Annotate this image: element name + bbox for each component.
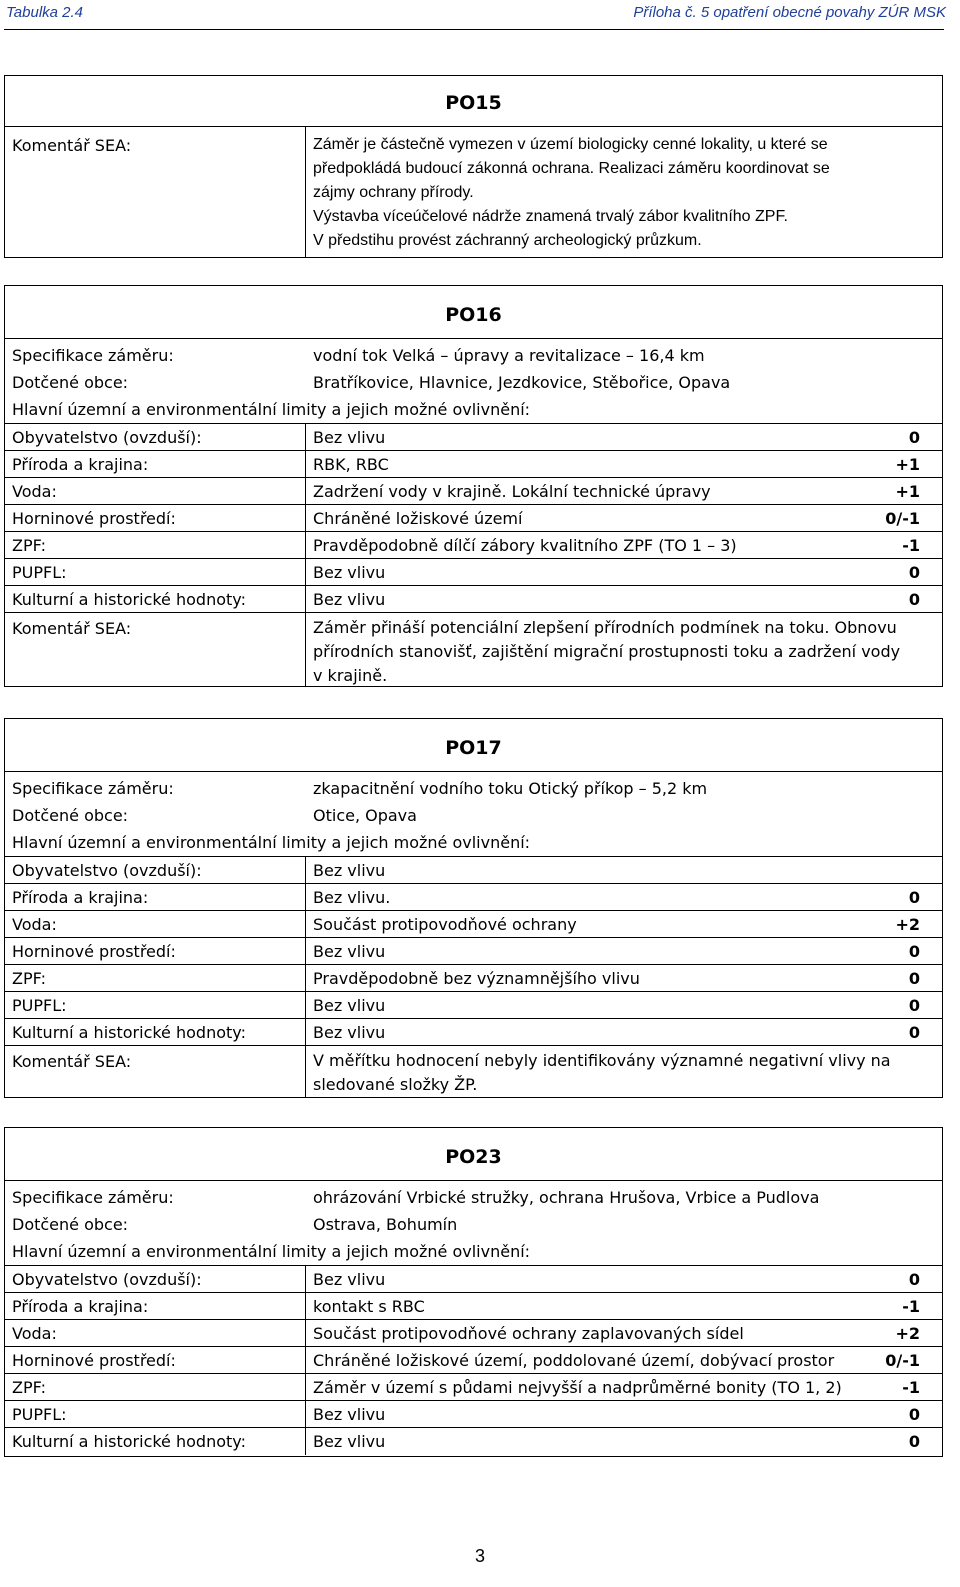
po23-spec-value: ohrázování Vrbické stružky, ochrana Hrušova, Vrbice a Pudlova <box>313 1188 820 1207</box>
po17-row <box>5 883 942 911</box>
po23-row-divider <box>305 1428 306 1455</box>
po23-row-value: Bez vlivu <box>313 1270 386 1289</box>
po17-row <box>5 856 942 884</box>
po17-row-score: 0 <box>908 969 920 988</box>
po17-row-label: Horninové prostředí: <box>12 942 176 961</box>
po17-row-label: PUPFL: <box>12 996 67 1015</box>
po23-spec-row <box>5 1184 942 1211</box>
po16-comment-label: Komentář SEA: <box>12 619 132 638</box>
po16-row-score: 0 <box>908 590 920 609</box>
po16-comment-line: v krajině. <box>313 666 388 685</box>
po17-row-value: Bez vlivu <box>313 996 386 1015</box>
po23-row-label: Kulturní a historické hodnoty: <box>12 1432 246 1451</box>
po23-obce-label: Dotčené obce: <box>12 1215 129 1234</box>
po16-row <box>5 477 942 505</box>
po23-row-label: Horninové prostředí: <box>12 1351 176 1370</box>
po23-row-score: 0 <box>908 1270 920 1289</box>
po23-row <box>5 1427 942 1455</box>
po17-row-value: Bez vlivu <box>313 1023 386 1042</box>
po23-row-label: ZPF: <box>12 1378 46 1397</box>
po23-row-label: Obyvatelstvo (ovzduší): <box>12 1270 202 1289</box>
po23-row-value: Bez vlivu <box>313 1405 386 1424</box>
po16-row-divider <box>305 559 306 586</box>
po23-row-score: 0/-1 <box>885 1351 920 1370</box>
po17-comment-label: Komentář SEA: <box>12 1052 132 1071</box>
po23-obce-value: Ostrava, Bohumín <box>313 1215 458 1234</box>
po23-row <box>5 1265 942 1293</box>
po16-row <box>5 558 942 586</box>
po16-row-divider <box>305 478 306 505</box>
po16-row <box>5 504 942 532</box>
po17-comment-line: sledované složky ŽP. <box>313 1075 478 1094</box>
po23-row-divider <box>305 1374 306 1401</box>
po16-row-divider <box>305 586 306 613</box>
po23-title-rule <box>5 1180 942 1181</box>
po16-comment-line: přírodních stanovišť, zajištění migrační prostupnosti toku a zadržení vody <box>313 642 901 661</box>
po17-row-label: ZPF: <box>12 969 46 988</box>
po16-row-score: 0 <box>908 428 920 447</box>
po23-row-value: Záměr v území s půdami nejvyšší a nadprůměrné bonity (TO 1, 2) <box>313 1378 842 1397</box>
po16-row-label: Voda: <box>12 482 57 501</box>
po23-limits-label: Hlavní územní a environmentální limity a jejich možné ovlivnění: <box>12 1242 531 1261</box>
po15-comment <box>313 133 912 253</box>
po17-row-label: Obyvatelstvo (ovzduší): <box>12 861 202 880</box>
po17-row <box>5 964 942 992</box>
po15-comment-line: Výstavba víceúčelové nádrže znamená trvalý zábor kvalitního ZPF. <box>313 208 788 225</box>
po16-comment-divider <box>305 612 306 686</box>
po17-comment-rule <box>5 1045 942 1046</box>
po16-row-label: Obyvatelstvo (ovzduší): <box>12 428 202 447</box>
po16-comment <box>313 616 902 688</box>
po16-row-value: Zadržení vody v krajině. Lokální technické úpravy <box>313 482 711 501</box>
po16-row-score: 0/-1 <box>885 509 920 528</box>
po16-row-divider <box>305 532 306 559</box>
po17-row <box>5 910 942 938</box>
po16-row-label: PUPFL: <box>12 563 67 582</box>
po23-row-score: 0 <box>908 1432 920 1451</box>
po17-spec-value: zkapacitnění vodního toku Otický příkop – 5,2 km <box>313 779 708 798</box>
po17-row-value: Pravděpodobně bez významnějšího vlivu <box>313 969 640 988</box>
po17-row-score: 0 <box>908 1023 920 1042</box>
po17-row-value: Bez vlivu <box>313 861 386 880</box>
po23-row-score: -1 <box>902 1378 920 1397</box>
po17-row <box>5 937 942 965</box>
po16-limits-row <box>5 396 942 423</box>
po15-title: PO15 <box>445 92 502 114</box>
po23-row-divider <box>305 1266 306 1293</box>
po16-row-value: Bez vlivu <box>313 428 386 447</box>
po17-row-value: Bez vlivu. <box>313 888 391 907</box>
po16-row-score: 0 <box>908 563 920 582</box>
po16-row <box>5 531 942 559</box>
po15-comment-line: V předstihu provést záchranný archeologický průzkum. <box>313 232 702 249</box>
po16-obce-value: Bratříkovice, Hlavnice, Jezdkovice, Stěbořice, Opava <box>313 373 731 392</box>
po17-row-label: Příroda a krajina: <box>12 888 149 907</box>
page-number: 3 <box>474 1546 485 1566</box>
po23-row-divider <box>305 1293 306 1320</box>
po15-column-divider <box>305 126 306 257</box>
po15-comment-line: Záměr je částečně vymezen v území biologicky cenné lokality, u které se <box>313 136 828 153</box>
po16-row-label: ZPF: <box>12 536 46 555</box>
po16-row-label: Kulturní a historické hodnoty: <box>12 590 246 609</box>
po16-row-score: +1 <box>895 482 920 501</box>
po17-row-score: +2 <box>895 915 920 934</box>
po17-row-divider <box>305 1019 306 1046</box>
po17-row <box>5 991 942 1019</box>
po23-row-divider <box>305 1320 306 1347</box>
po17-row-score: 0 <box>908 888 920 907</box>
po16-title: PO16 <box>445 304 502 326</box>
po23-row-divider <box>305 1401 306 1428</box>
po16-row-label: Příroda a krajina: <box>12 455 149 474</box>
po16-obce-label: Dotčené obce: <box>12 373 129 392</box>
po17-row-score: 0 <box>908 942 920 961</box>
po17-comment <box>313 1049 902 1097</box>
po23-row-label: Příroda a krajina: <box>12 1297 149 1316</box>
po23-row <box>5 1319 942 1347</box>
po17-obce-value: Otice, Opava <box>313 806 417 825</box>
po16-spec-label: Specifikace záměru: <box>12 346 174 365</box>
po16-row-score: +1 <box>895 455 920 474</box>
po15-comment-line: zájmy ochrany přírody. <box>313 184 474 201</box>
po23-row-score: -1 <box>902 1297 920 1316</box>
po17-limits-row <box>5 829 942 856</box>
po23-row <box>5 1346 942 1374</box>
po16-obce-row <box>5 369 942 396</box>
header-table-number: Tabulka 2.4 <box>6 4 84 21</box>
po23-row-score: 0 <box>908 1405 920 1424</box>
header-divider <box>4 29 944 30</box>
po16-row-divider <box>305 451 306 478</box>
po16-row <box>5 450 942 478</box>
po17-row-divider <box>305 965 306 992</box>
po15-comment-label: Komentář SEA: <box>12 136 132 155</box>
po23-row-score: +2 <box>895 1324 920 1343</box>
po17-row-label: Voda: <box>12 915 57 934</box>
po15-table <box>4 75 943 258</box>
po23-limits-row <box>5 1238 942 1265</box>
po17-row-value: Bez vlivu <box>313 942 386 961</box>
po16-row-value: Bez vlivu <box>313 590 386 609</box>
po23-row-value: Součást protipovodňové ochrany zaplavovaných sídel <box>313 1324 744 1343</box>
po17-row-divider <box>305 938 306 965</box>
po16-row-value: Chráněné ložiskové území <box>313 509 523 528</box>
po16-spec-value: vodní tok Velká – úpravy a revitalizace – 16,4 km <box>313 346 705 365</box>
po16-row-value: Pravděpodobně dílčí zábory kvalitního ZPF (TO 1 – 3) <box>313 536 737 555</box>
po16-row-value: Bez vlivu <box>313 563 386 582</box>
po16-table <box>4 285 943 687</box>
po16-comment-line: Záměr přináší potenciální zlepšení přírodních podmínek na toku. Obnovu <box>313 618 897 637</box>
po17-row-divider <box>305 992 306 1019</box>
po17-spec-row <box>5 775 942 802</box>
po16-row <box>5 423 942 451</box>
po16-row-label: Horninové prostředí: <box>12 509 176 528</box>
po23-row-divider <box>305 1347 306 1374</box>
po16-row <box>5 585 942 613</box>
po17-obce-row <box>5 802 942 829</box>
po23-title: PO23 <box>445 1146 502 1168</box>
po17-row <box>5 1018 942 1046</box>
header-attachment-title: Příloha č. 5 opatření obecné povahy ZÚR MSK <box>633 4 946 21</box>
po16-row-value: RBK, RBC <box>313 455 389 474</box>
po17-obce-label: Dotčené obce: <box>12 806 129 825</box>
po16-spec-row <box>5 342 942 369</box>
po23-row <box>5 1292 942 1320</box>
po17-spec-label: Specifikace záměru: <box>12 779 174 798</box>
po15-title-rule <box>5 126 942 127</box>
po17-limits-label: Hlavní územní a environmentální limity a jejich možné ovlivnění: <box>12 833 531 852</box>
po23-row <box>5 1400 942 1428</box>
po23-row-value: Bez vlivu <box>313 1432 386 1451</box>
po16-title-rule <box>5 338 942 339</box>
po17-row-score: 0 <box>908 996 920 1015</box>
po23-row-value: Chráněné ložiskové území, poddolované území, dobývací prostor <box>313 1351 835 1370</box>
po17-comment-divider <box>305 1045 306 1097</box>
po15-comment-line: předpokládá budoucí zákonná ochrana. Realizaci záměru koordinovat se <box>313 160 830 177</box>
po17-row-divider <box>305 884 306 911</box>
po23-obce-row <box>5 1211 942 1238</box>
po17-row-value: Součást protipovodňové ochrany <box>313 915 577 934</box>
po16-row-score: -1 <box>902 536 920 555</box>
po17-table <box>4 718 943 1098</box>
po17-row-divider <box>305 911 306 938</box>
po23-row <box>5 1373 942 1401</box>
po23-row-label: PUPFL: <box>12 1405 67 1424</box>
po23-table <box>4 1127 943 1457</box>
po16-row-divider <box>305 424 306 451</box>
po17-row-divider <box>305 857 306 884</box>
po16-row-divider <box>305 505 306 532</box>
po17-title-rule <box>5 771 942 772</box>
po23-row-label: Voda: <box>12 1324 57 1343</box>
po17-title: PO17 <box>445 737 502 759</box>
po17-comment-line: V měřítku hodnocení nebyly identifikovány významné negativní vlivy na <box>313 1051 891 1070</box>
po16-limits-label: Hlavní územní a environmentální limity a jejich možné ovlivnění: <box>12 400 531 419</box>
po23-spec-label: Specifikace záměru: <box>12 1188 174 1207</box>
po23-row-value: kontakt s RBC <box>313 1297 425 1316</box>
po17-row-label: Kulturní a historické hodnoty: <box>12 1023 246 1042</box>
po16-comment-rule <box>5 612 942 613</box>
